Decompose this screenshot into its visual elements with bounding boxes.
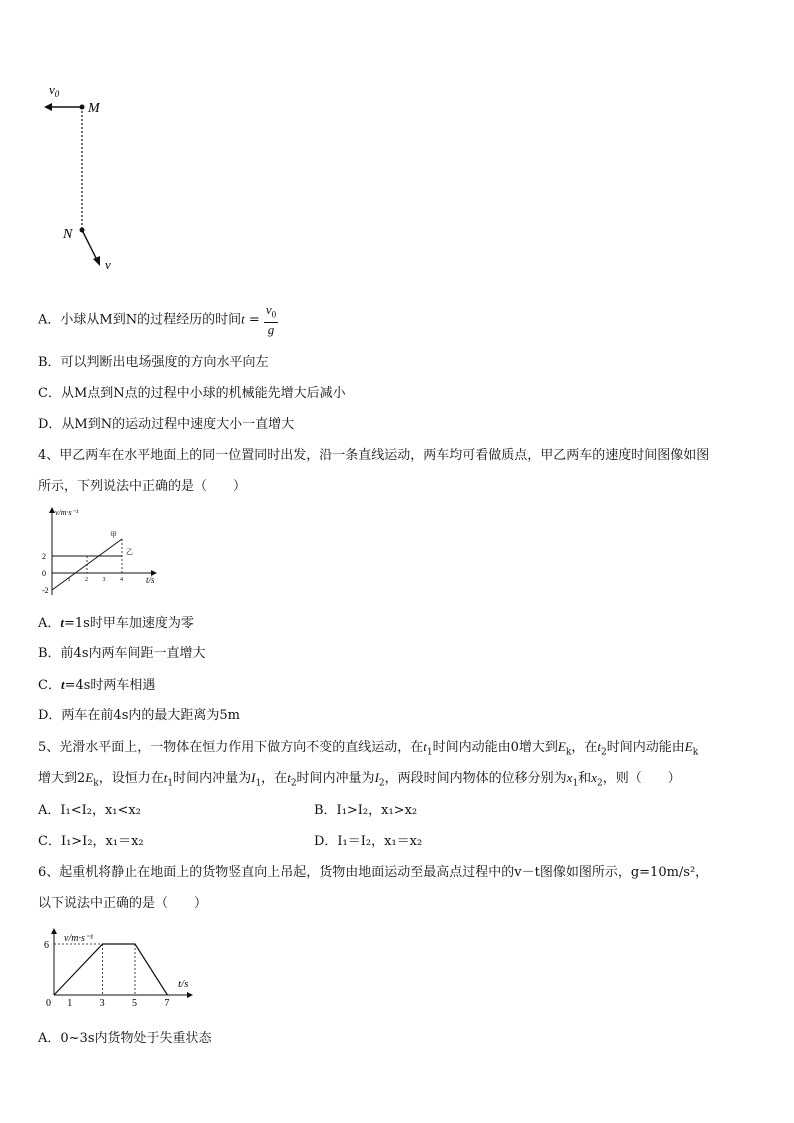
y-tick-label: -2: [42, 586, 49, 595]
q3-option-a-text: A．小球从M到N的过程经历的时间: [38, 312, 242, 328]
y-tick-label: 6: [44, 940, 49, 951]
q5-option-b: B．I₁>I₂，x₁>x₂: [314, 803, 418, 818]
v-arrowhead: [93, 256, 100, 266]
x-tick-label: 4: [120, 577, 123, 583]
x-tick-label: 1: [67, 998, 73, 1009]
q6-option-a: A．0~3s内货物处于失重状态: [38, 1031, 212, 1046]
x-tick-label: 5: [132, 998, 137, 1009]
x-tick-label: 2: [85, 577, 88, 583]
q4-option-d: D．两车在前4s内的最大距离为5m: [38, 708, 240, 723]
n-label: N: [63, 227, 73, 242]
v-label: v: [105, 257, 111, 272]
x-axis-arrow: [187, 992, 193, 998]
series-label-jia: 甲: [110, 531, 117, 539]
x-axis-label: t/s: [146, 575, 155, 585]
q3-option-a-fraction: $\frac{v_0}{g}$: [265, 302, 277, 337]
v0-label: $v_0$: [49, 82, 60, 99]
top-figure: [36, 78, 136, 278]
series-label-yi: 乙: [126, 548, 133, 556]
q5-stem-line1: 5、光滑水平面上，一物体在恒力作用下做方向不变的直线运动，在$t_1$时间内动能由0增大到$E_k$，在$t_2$时间内动能由$E_k$: [38, 739, 699, 758]
q6-vt-chart: [40, 925, 210, 1015]
q6-stem-line2: 以下说法中正确的是（ ）: [38, 896, 208, 911]
q4-option-b: B．前4s内两车间距一直增大: [38, 646, 206, 661]
q4-vt-chart: [36, 505, 166, 600]
q3-option-d: D．从M到N的运动过程中速度大小一直增大: [38, 417, 295, 432]
q6-stem-line1: 6、起重机将静止在地面上的货物竖直向上吊起，货物由地面运动至最高点过程中的v－t图像如图所示，g=10m/s²，: [38, 865, 709, 880]
q5-option-c: C．I₁>I₂，x₁＝x₂: [38, 834, 144, 849]
v0-arrowhead: [44, 103, 52, 111]
q3-option-b: B．可以判断出电场强度的方向水平向左: [38, 355, 269, 370]
q4-option-c: C．t=4s时两车相遇: [38, 677, 156, 693]
q3-option-a: [38, 303, 278, 337]
q5-option-a: A．I₁<I₂，x₁<x₂: [38, 803, 141, 818]
x-tick-label: 0: [46, 998, 51, 1009]
y-tick-label: 0: [42, 569, 46, 578]
y-axis-label: v/m·s⁻¹: [64, 933, 94, 944]
series-line-vt: [54, 944, 167, 995]
q4-stem-line2: 所示，下列说法中正确的是（ ）: [38, 479, 247, 494]
q4-stem-line1: 4、甲乙两车在水平地面上的同一位置同时出发，沿一条直线运动，两车均可看做质点，甲乙两车的速度时间图像如图: [38, 448, 710, 463]
q5-option-d: D．I₁＝I₂，x₁＝x₂: [314, 834, 423, 849]
q3-option-a-t: t: [241, 311, 245, 327]
m-label: M: [88, 101, 100, 116]
v-arrow: [82, 230, 98, 262]
x-tick-label: 3: [102, 577, 106, 583]
y-axis-arrow: [51, 928, 57, 934]
x-tick-label: 7: [164, 998, 170, 1009]
y-axis-label: v/m·s⁻¹: [55, 508, 79, 517]
q5-stem-line2: 增大到$2E_k$，设恒力在$t_1$时间内冲量为$I_1$，在$t_2$时间内冲量为$I_2$，两段时间内物体的位移分别为$x_1$和$x_2$，则（ ）: [38, 770, 681, 789]
y-tick-label: 2: [42, 552, 46, 561]
x-axis-label: t/s: [178, 978, 189, 990]
q4-option-a: A．t=1s时甲车加速度为零: [38, 615, 194, 631]
x-tick-label: 3: [99, 998, 105, 1009]
q3-option-c: C．从M点到N点的过程中小球的机械能先增大后减小: [38, 386, 346, 401]
q3-option-a-eq: =: [244, 312, 264, 328]
x-tick-label: 1: [67, 577, 71, 583]
